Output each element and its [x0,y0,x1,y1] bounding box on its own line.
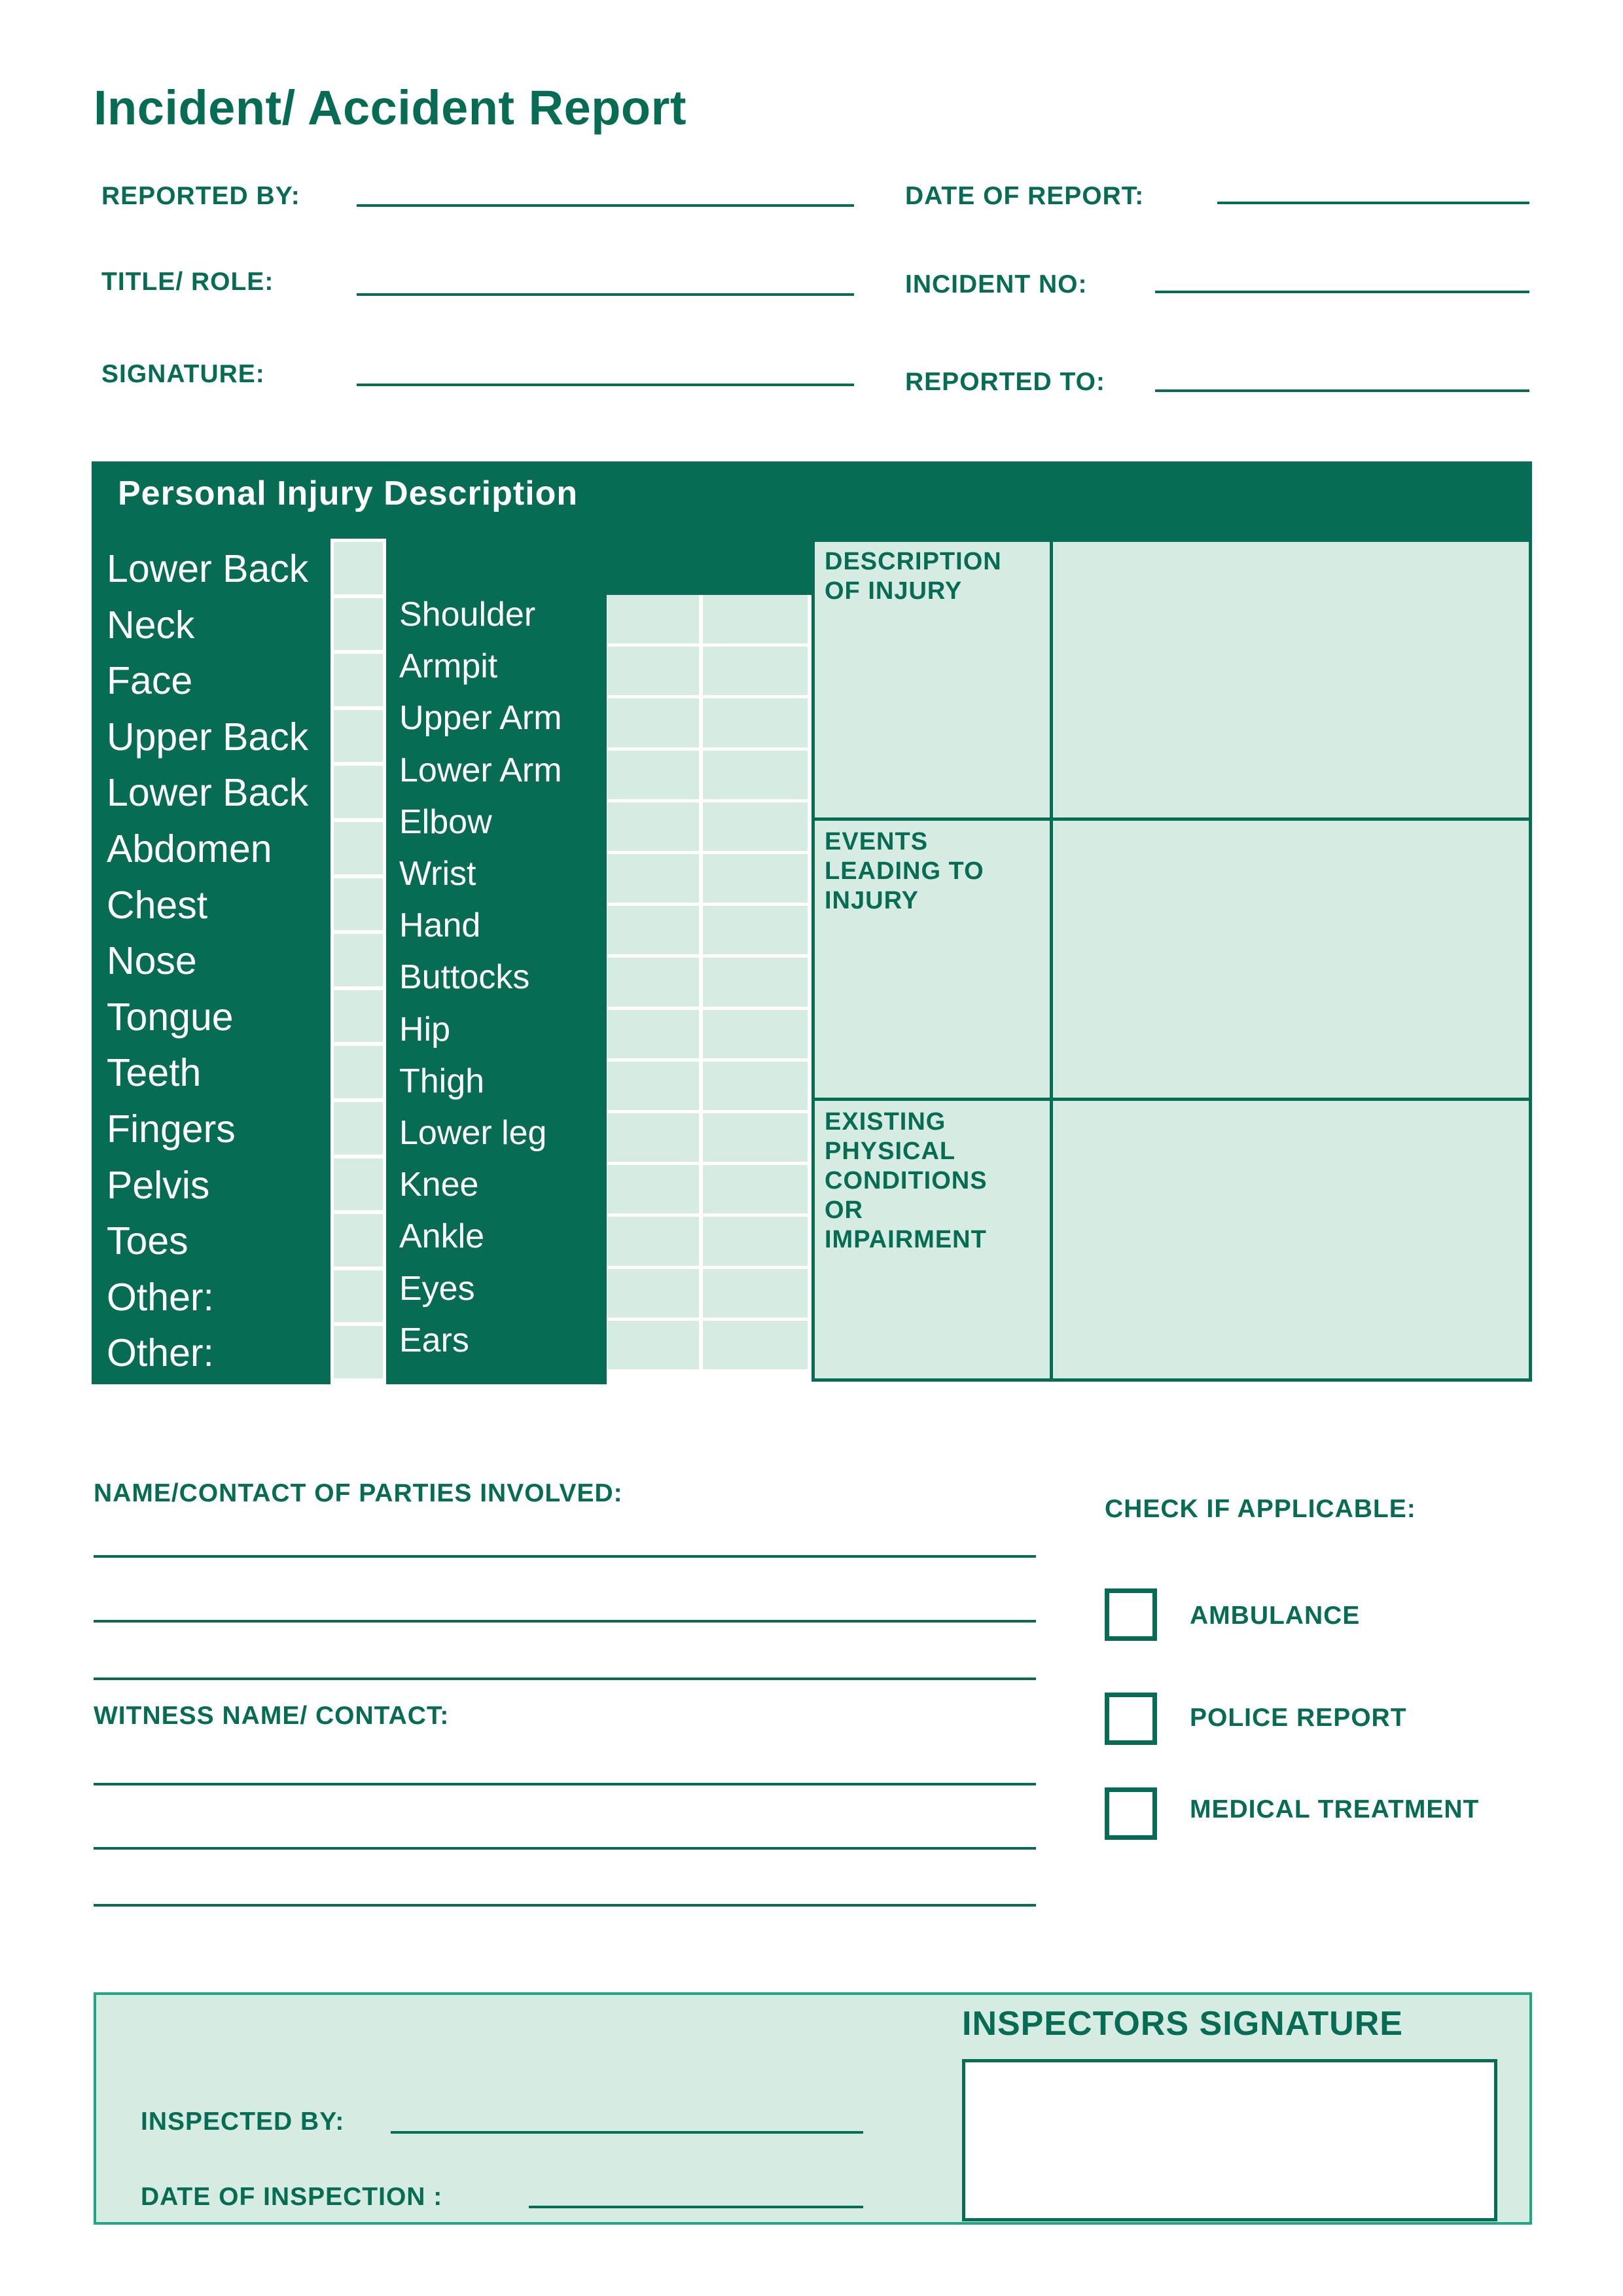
right-side-checkbox[interactable] [703,698,808,747]
right-side-checkbox[interactable] [703,751,808,799]
limb-part-label: Thigh [399,1062,485,1100]
limb-part-label: Lower Arm [399,751,562,789]
limb-part-label: Hand [399,906,481,945]
body-part-label: Other: [107,1275,214,1319]
right-side-checkbox[interactable] [703,958,808,1006]
left-side-checkbox[interactable] [607,854,699,903]
inspectors-signature-heading: INSPECTORS SIGNATURE [962,2005,1403,2043]
right-side-checkbox[interactable] [703,802,808,851]
reported-by-field[interactable] [357,204,854,207]
parties-involved-label: NAME/CONTACT OF PARTIES INVOLVED: [94,1479,623,1507]
body-part-label: Other: [107,1331,214,1375]
ambulance-label: AMBULANCE [1190,1602,1361,1630]
medical-treatment-checkbox[interactable] [1105,1787,1157,1840]
left-side-checkbox[interactable] [607,1062,699,1110]
body-part-checkbox[interactable] [334,710,383,762]
body-part-label: Tongue [107,995,234,1039]
limb-part-label: Armpit [399,647,498,686]
left-side-checkbox[interactable] [607,1269,699,1318]
limb-part-label: Lower leg [399,1114,547,1152]
body-part-label: Upper Back [107,715,309,759]
police-report-checkbox[interactable] [1105,1693,1157,1745]
body-part-label: Nose [107,939,197,983]
body-part-label: Teeth [107,1051,202,1095]
left-side-checkbox[interactable] [607,906,699,954]
body-part-label: Toes [107,1219,188,1263]
right-side-checkbox[interactable] [703,1010,808,1058]
date-of-inspection-label: DATE OF INSPECTION : [141,2183,443,2211]
right-side-checkbox[interactable] [703,1113,808,1162]
limb-part-label: Eyes [399,1269,475,1308]
body-part-label: Pelvis [107,1163,210,1207]
left-side-checkbox[interactable] [607,802,699,851]
ambulance-checkbox[interactable] [1105,1588,1157,1641]
right-side-checkbox[interactable] [703,595,808,643]
body-part-checkbox[interactable] [334,1326,383,1378]
date-of-report-label: DATE OF REPORT: [905,182,1145,210]
limb-part-label: Hip [399,1010,451,1049]
body-part-label: Neck [107,603,195,647]
right-side-checkbox[interactable] [703,1165,808,1213]
description-of-injury-label: DESCRIPTION OF INJURY [825,548,1002,605]
right-side-checkbox[interactable] [703,1269,808,1318]
events-leading-label: EVENTS LEADING TO INJURY [825,828,984,914]
body-part-label: Chest [107,883,208,927]
witness-line-1[interactable] [94,1783,1036,1785]
page-title: Incident/ Accident Report [94,81,687,135]
description-divider-2 [812,1098,1532,1101]
date-of-inspection-field[interactable] [529,2206,863,2208]
inspected-by-field[interactable] [391,2131,863,2134]
signature-field[interactable] [357,384,854,386]
witness-label: WITNESS NAME/ CONTACT: [94,1702,450,1730]
police-report-label: POLICE REPORT [1190,1704,1407,1732]
left-side-checkbox[interactable] [607,647,699,695]
left-right-header-row [607,539,812,595]
body-part-label: Fingers [107,1107,236,1151]
limb-part-label: Elbow [399,802,492,841]
description-divider-1 [812,817,1532,821]
medical-treatment-label: MEDICAL TREATMENT [1190,1795,1480,1823]
parties-line-3[interactable] [94,1677,1036,1680]
description-divider-vertical [1050,539,1053,1382]
left-side-checkbox[interactable] [607,698,699,747]
incident-no-label: INCIDENT NO: [905,270,1088,298]
limb-part-label: Shoulder [399,596,536,634]
incident-no-field[interactable] [1155,291,1529,293]
body-part-checkbox[interactable] [334,1102,383,1155]
events-leading-field[interactable] [1054,822,1529,1098]
right-side-checkbox[interactable] [703,647,808,695]
parties-line-2[interactable] [94,1620,1036,1623]
inspected-by-label: INSPECTED BY: [141,2108,345,2136]
limb-part-label: Buttocks [399,958,530,997]
signature-label: SIGNATURE: [101,360,265,388]
body-part-checkbox[interactable] [334,598,383,651]
left-side-checkbox[interactable] [607,1113,699,1162]
body-part-label: Lower Back [107,771,309,815]
inspectors-signature-field[interactable] [962,2059,1497,2221]
witness-line-3[interactable] [94,1904,1036,1907]
reported-to-field[interactable] [1155,389,1529,392]
limb-part-label: Upper Arm [399,699,562,738]
date-of-report-field[interactable] [1217,202,1529,204]
existing-conditions-field[interactable] [1054,1102,1529,1377]
body-part-checkbox[interactable] [334,990,383,1043]
body-part-checkbox[interactable] [334,766,383,818]
body-part-checkbox[interactable] [334,1046,383,1098]
right-side-checkbox[interactable] [703,1321,808,1369]
limb-part-label: Ears [399,1321,469,1359]
body-part-checkbox[interactable] [334,1158,383,1211]
existing-conditions-label: EXISTING PHYSICAL CONDITIONS OR IMPAIRMENT [825,1108,988,1253]
description-of-injury-field[interactable] [1054,542,1529,817]
body-part-checkbox[interactable] [334,1270,383,1323]
limb-part-label: Knee [399,1166,479,1204]
limb-part-label: Wrist [399,855,476,893]
body-part-checkbox[interactable] [334,822,383,874]
title-role-field[interactable] [357,293,854,296]
reported-to-label: REPORTED TO: [905,368,1105,396]
left-side-checkbox[interactable] [607,958,699,1006]
body-part-label: Face [107,659,193,703]
left-side-checkbox[interactable] [607,1321,699,1369]
body-part-checkbox[interactable] [334,542,383,594]
body-part-label: Lower Back [107,547,309,590]
left-side-checkbox[interactable] [607,1217,699,1265]
left-side-checkbox[interactable] [607,1165,699,1213]
right-side-checkbox[interactable] [703,854,808,903]
parties-line-1[interactable] [94,1555,1036,1558]
limb-part-label: Ankle [399,1217,485,1256]
body-part-checkbox[interactable] [334,1214,383,1266]
injury-section-title: Personal Injury Description [118,475,579,512]
left-side-checkbox[interactable] [607,1010,699,1058]
witness-line-2[interactable] [94,1847,1036,1850]
right-side-checkbox[interactable] [703,906,808,954]
right-side-checkbox[interactable] [703,1217,808,1265]
left-side-checkbox[interactable] [607,595,699,643]
body-part-checkbox[interactable] [334,934,383,986]
title-role-label: TITLE/ ROLE: [101,268,274,296]
check-applicable-heading: CHECK IF APPLICABLE: [1105,1495,1416,1523]
left-side-checkbox[interactable] [607,751,699,799]
reported-by-label: REPORTED BY: [101,182,300,210]
body-part-checkbox[interactable] [334,654,383,706]
right-side-checkbox[interactable] [703,1062,808,1110]
body-part-label: Abdomen [107,827,272,870]
body-part-checkbox[interactable] [334,878,383,931]
